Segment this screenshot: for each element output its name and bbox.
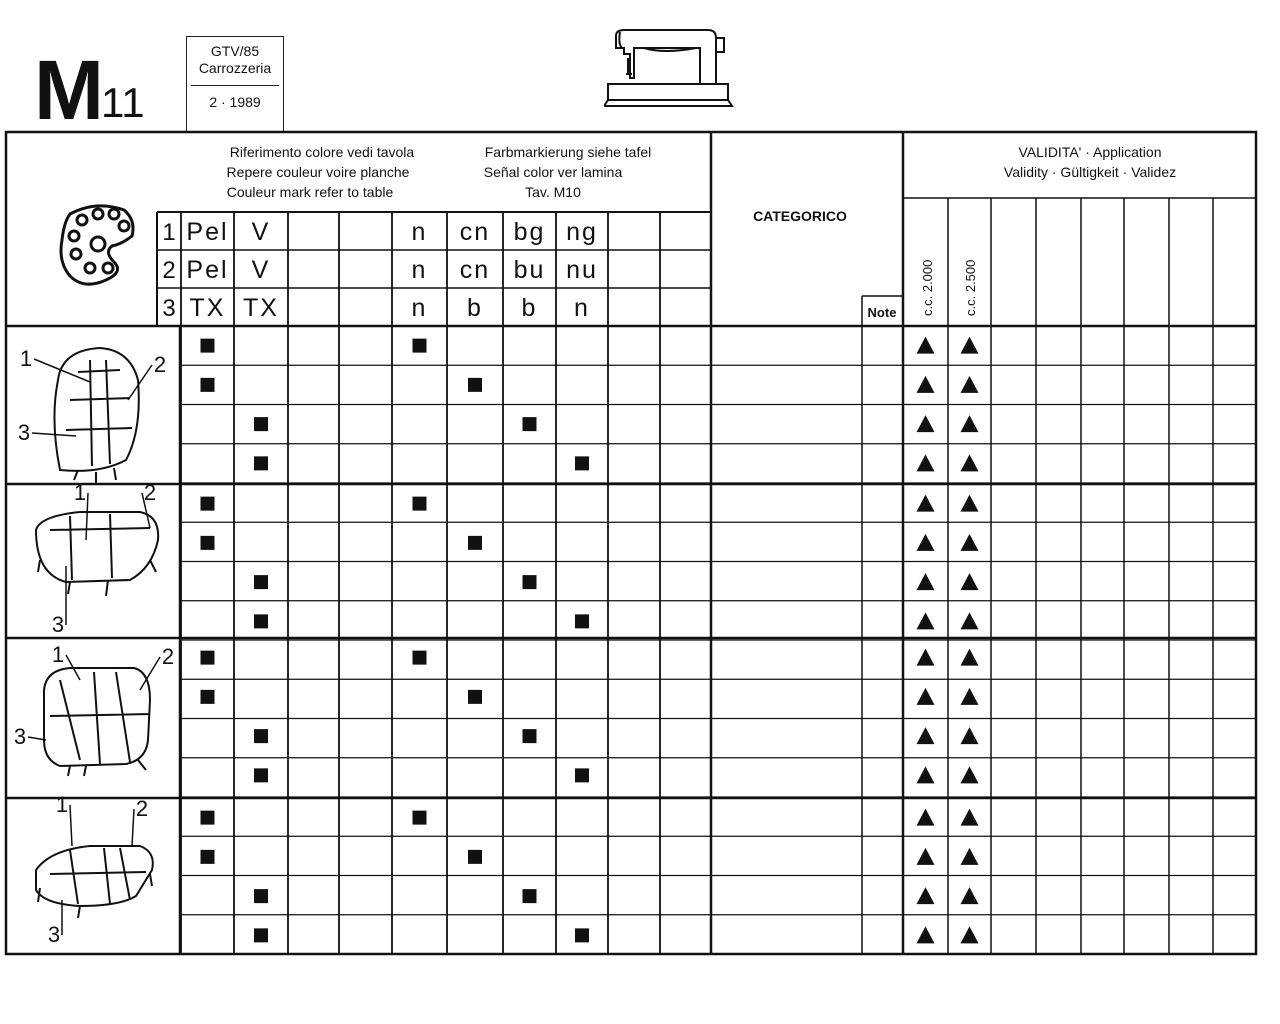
note-label: Note xyxy=(867,305,897,320)
color-mark xyxy=(575,456,589,470)
paint-palette-icon xyxy=(61,206,133,284)
validity-triangle xyxy=(917,337,935,354)
color-mark xyxy=(468,850,482,864)
color-code-cell: TX xyxy=(189,294,226,322)
color-code-cell: nu xyxy=(566,256,598,284)
validity-triangle xyxy=(917,376,935,393)
color-code-cell: cn xyxy=(459,218,491,246)
color-row-number: 1 xyxy=(162,219,176,246)
categorico-label: CATEGORICO xyxy=(753,208,847,224)
color-ref-line-1: Riferimento colore vedi tavola xyxy=(229,144,415,160)
color-mark xyxy=(254,417,268,431)
color-code-cell: b xyxy=(467,294,483,322)
color-mark xyxy=(468,536,482,550)
validity-triangle xyxy=(961,649,979,666)
seat-part-drawing-rear-seat-backrest xyxy=(14,642,174,776)
validity-triangle xyxy=(961,376,979,393)
color-code-cell: ng xyxy=(566,218,598,246)
color-mark xyxy=(468,378,482,392)
validity-subtitle: Validity · Gültigkeit · Validez xyxy=(1003,164,1177,180)
validity-triangle xyxy=(917,495,935,512)
model-name: GTV/85 xyxy=(210,43,260,59)
color-ref-line-6: Tav. M10 xyxy=(525,184,581,200)
color-mark xyxy=(523,417,537,431)
validity-triangle xyxy=(917,727,935,744)
validity-column-2000: c.c. 2.000 xyxy=(920,259,935,316)
color-code-cell: Pel xyxy=(186,218,229,246)
color-row-number: 3 xyxy=(162,295,176,322)
validity-triangle xyxy=(961,848,979,865)
color-ref-line-4: Farbmarkierung siehe tafel xyxy=(484,144,652,160)
part-callout-number: 1 xyxy=(51,642,65,667)
part-callout-number: 1 xyxy=(55,792,69,817)
validity-triangle xyxy=(917,887,935,904)
color-mark xyxy=(254,614,268,628)
color-mark xyxy=(254,575,268,589)
validity-triangle xyxy=(917,612,935,629)
color-code-cell: TX xyxy=(243,294,279,322)
color-code-cell: V xyxy=(251,218,271,246)
color-mark xyxy=(201,497,215,511)
part-callout-number: 3 xyxy=(47,922,61,947)
part-callout-number: 1 xyxy=(19,346,33,371)
color-row-number: 2 xyxy=(162,257,176,284)
section-letter: M xyxy=(34,43,102,137)
color-ref-line-5: Señal color ver lamina xyxy=(483,164,623,180)
validity-triangle xyxy=(961,727,979,744)
color-code-cell: n xyxy=(574,294,590,322)
validity-triangle xyxy=(961,573,979,590)
model-date: 2 · 1989 xyxy=(209,94,261,110)
color-code-cell: bg xyxy=(513,218,546,246)
validity-triangle xyxy=(917,534,935,551)
validity-triangle xyxy=(961,454,979,471)
validity-triangle xyxy=(917,809,935,826)
part-callout-number: 2 xyxy=(135,796,149,821)
validity-triangle xyxy=(917,454,935,471)
color-code-cell: bu xyxy=(513,256,546,284)
color-mark xyxy=(413,651,427,665)
part-callout-number: 2 xyxy=(161,644,175,669)
color-mark xyxy=(413,339,427,353)
part-callout-number: 2 xyxy=(153,352,167,377)
color-mark xyxy=(254,928,268,942)
validity-triangle xyxy=(917,926,935,943)
color-mark xyxy=(201,651,215,665)
color-code-cell: n xyxy=(411,218,428,246)
color-mark xyxy=(201,339,215,353)
part-callout-number: 3 xyxy=(51,612,65,637)
validity-triangle xyxy=(961,337,979,354)
color-mark xyxy=(523,729,537,743)
color-mark xyxy=(468,690,482,704)
color-code-cell: n xyxy=(411,294,428,322)
color-code-cell: V xyxy=(251,256,271,284)
validity-column-2500: c.c. 2.500 xyxy=(963,259,978,316)
validity-triangle xyxy=(961,926,979,943)
color-code-cell: b xyxy=(521,294,538,322)
color-mark xyxy=(523,575,537,589)
color-mark xyxy=(575,614,589,628)
validity-triangle xyxy=(917,415,935,432)
color-mark xyxy=(523,889,537,903)
validity-triangle xyxy=(917,848,935,865)
validity-triangle xyxy=(961,688,979,705)
part-callout-number: 1 xyxy=(73,480,87,505)
validity-triangle xyxy=(917,766,935,783)
validity-triangle xyxy=(917,688,935,705)
color-mark xyxy=(201,850,215,864)
color-mark xyxy=(413,497,427,511)
validity-triangle xyxy=(917,649,935,666)
color-mark xyxy=(201,536,215,550)
validity-title: VALIDITA' · Application xyxy=(1018,144,1162,160)
model-type: Carrozzeria xyxy=(198,60,272,76)
color-mark xyxy=(575,928,589,942)
section-number: 11 xyxy=(101,79,145,126)
validity-triangle xyxy=(961,766,979,783)
validity-triangle xyxy=(961,809,979,826)
color-mark xyxy=(254,456,268,470)
part-callout-number: 3 xyxy=(13,724,27,749)
validity-triangle xyxy=(961,612,979,629)
color-code-cell: cn xyxy=(459,256,491,284)
validity-triangle xyxy=(917,573,935,590)
color-mark xyxy=(201,811,215,825)
part-callout-number: 2 xyxy=(143,480,157,505)
color-mark xyxy=(201,378,215,392)
color-ref-line-2: Repere couleur voire planche xyxy=(226,164,410,180)
color-code-cell: n xyxy=(411,256,428,284)
seat-part-drawing-front-seat-backrest xyxy=(18,346,166,484)
seat-part-drawing-rear-seat-cushion xyxy=(36,792,153,947)
validity-triangle xyxy=(961,534,979,551)
color-ref-line-3: Couleur mark refer to table xyxy=(226,184,394,200)
validity-triangle xyxy=(961,495,979,512)
validity-triangle xyxy=(961,415,979,432)
color-mark xyxy=(413,811,427,825)
color-mark xyxy=(575,768,589,782)
color-mark xyxy=(254,768,268,782)
color-code-cell: Pel xyxy=(186,256,229,284)
part-callout-number: 3 xyxy=(17,420,31,445)
color-mark xyxy=(201,690,215,704)
validity-triangle xyxy=(961,887,979,904)
seat-part-drawing-front-seat-cushion xyxy=(36,480,158,637)
color-mark xyxy=(254,729,268,743)
color-mark xyxy=(254,889,268,903)
